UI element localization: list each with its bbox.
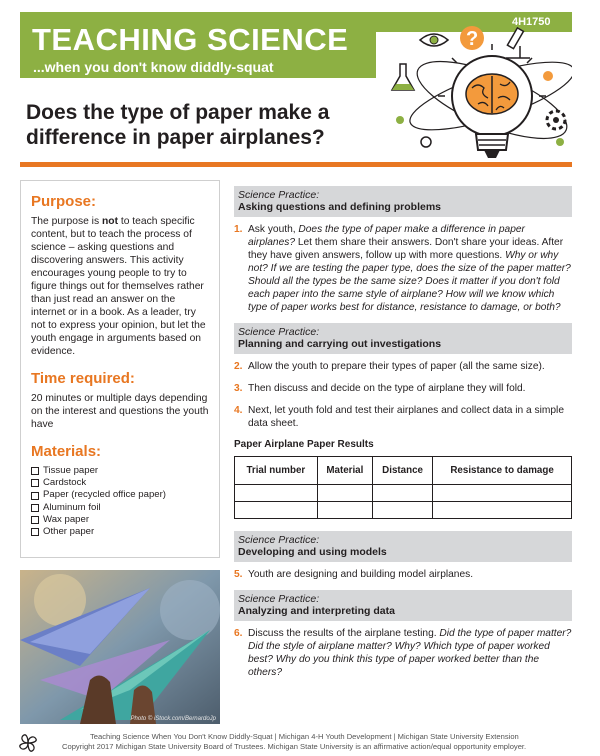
checkbox-icon — [31, 528, 39, 536]
table-cell — [317, 485, 372, 502]
step-text-question: Did the type of paper matter? Did the style of airplane matter? Why? Which type of paper worked best? Why do you think this type of paper worked better than the others? — [248, 628, 572, 678]
practice-label: Science Practice: — [238, 326, 320, 338]
eye-icon — [420, 34, 448, 46]
step-number: 1. — [234, 224, 243, 235]
step-text-part: Let them share their answers. Don't share your ideas. After they have given answers, follow up with more questions. — [248, 237, 564, 261]
list-item — [31, 489, 209, 501]
material-label: Wax paper — [43, 513, 90, 525]
step-text — [248, 223, 572, 314]
purpose-text-start: The purpose is — [31, 216, 102, 227]
table-cell — [373, 502, 433, 519]
table-row — [235, 502, 572, 519]
column-header: Distance — [373, 457, 433, 485]
gear-icon — [547, 111, 565, 129]
table-cell — [373, 485, 433, 502]
table-cell — [235, 485, 318, 502]
time-text: 20 minutes or multiple days depending on the interest and questions the youth have — [31, 393, 209, 430]
series-title: TEACHING SCIENCE — [32, 22, 349, 57]
practice-title: Analyzing and interpreting data — [238, 605, 395, 617]
practice-label: Science Practice: — [238, 534, 320, 546]
practice-bar — [234, 590, 572, 621]
footer-copyright: Copyright 2017 Michigan State University Board of Trustees. Michigan State University is an affirmative action/equal opportunity employer. — [62, 742, 527, 751]
step-number: 3. — [234, 383, 243, 394]
practice-title: Asking questions and defining problems — [238, 201, 442, 213]
microscope-icon — [506, 28, 530, 58]
step-number: 2. — [234, 361, 243, 372]
step-text: Youth are designing and building model airplanes. — [248, 569, 474, 580]
results-table-title: Paper Airplane Paper Results — [234, 439, 374, 450]
material-label: Cardstock — [43, 477, 87, 489]
step-text-part: Discuss the results of the airplane testing. — [248, 628, 440, 639]
purpose-heading: Purpose: — [31, 193, 97, 210]
step-item — [234, 627, 572, 679]
step-item — [234, 223, 572, 314]
photo-credit: Photo © iStock.com/BernardoJp — [130, 716, 216, 722]
table-cell — [317, 502, 372, 519]
list-item — [31, 502, 209, 514]
table-row — [235, 485, 572, 502]
practice-title: Developing and using models — [238, 546, 387, 558]
materials-list — [31, 465, 209, 538]
practice-title: Planning and carrying out investigations — [238, 338, 442, 350]
time-heading: Time required: — [31, 370, 135, 387]
column-header: Resistance to damage — [433, 457, 572, 485]
material-label: Tissue paper — [43, 465, 99, 476]
table-header-row — [235, 457, 572, 485]
practice-label: Science Practice: — [238, 593, 320, 605]
column-header: Material — [317, 457, 372, 485]
step-item — [234, 404, 572, 430]
table-cell — [235, 502, 318, 519]
purpose-text-end: to teach specific content, but to teach the process of science – asking questions and discovering answers. This activity encourages young people to try to figure things out for themselves rather than just read an answer on the internet or in a book. As a leader, try not to express your opinion, but let the youth engage in arguments based on evidence. — [31, 216, 206, 357]
step-text: Then discuss and decide on the type of airplane they will fold. — [248, 383, 526, 394]
series-subtitle: ...when you don't know diddly-squat — [33, 59, 274, 75]
brain-lightbulb-icon — [438, 44, 546, 158]
step-number: 4. — [234, 405, 243, 416]
publication-code: 4H1750 — [512, 16, 551, 28]
footer-credits: Teaching Science When You Don't Know Diddly-Squat | Michigan 4-H Youth Development | Michigan State University Extension — [90, 732, 519, 741]
checkbox-icon — [31, 516, 39, 524]
results-table — [234, 456, 572, 519]
purpose-text-emphasis: not — [101, 216, 118, 227]
purpose-text — [31, 215, 209, 358]
checkbox-icon — [31, 504, 39, 512]
step-text-question: Does the type of paper make a difference in paper airplanes? — [248, 224, 525, 248]
flask-icon — [392, 64, 414, 90]
material-label: Aluminum foil — [43, 501, 101, 513]
science-illustration — [380, 18, 572, 168]
question-mark-icon — [460, 26, 484, 50]
step-item — [234, 568, 572, 581]
title-divider — [20, 162, 572, 167]
materials-heading: Materials: — [31, 443, 102, 460]
table-cell — [433, 485, 572, 502]
material-label: Other paper — [43, 526, 95, 538]
step-text: Next, let youth fold and test their airplanes and collect data in a simple data sheet. — [248, 405, 564, 429]
checkbox-icon — [31, 467, 39, 475]
practice-label: Science Practice: — [238, 189, 320, 201]
activity-column — [234, 186, 572, 688]
checkbox-icon — [31, 479, 39, 487]
step-item — [234, 360, 572, 373]
step-text: Allow the youth to prepare their types of paper (all the same size). — [248, 361, 545, 372]
practice-bar — [234, 323, 572, 354]
column-header: Trial number — [235, 457, 318, 485]
info-sidebar — [20, 180, 220, 558]
material-label: Paper (recycled office paper) — [43, 489, 167, 501]
step-number: 5. — [234, 569, 243, 580]
step-item — [234, 382, 572, 395]
paper-airplanes-illustration — [20, 570, 220, 724]
list-item — [31, 526, 209, 538]
list-item — [31, 477, 209, 489]
list-item — [31, 514, 209, 526]
table-cell — [433, 502, 572, 519]
list-item — [31, 465, 209, 477]
step-text-question: Why or why not? If we are testing the paper type, does the size of the paper matter? Should all the types be the same size? Does it matter if you don't fold each paper into the same style of airplane? How will we know which type of paper works best for distance, resistance to damage, or both? — [248, 250, 571, 313]
page-title: Does the type of paper make a difference in paper airplanes? — [26, 101, 330, 149]
paper-airplanes-photo — [20, 570, 220, 724]
practice-bar — [234, 531, 572, 562]
svg-text:?: ? — [466, 28, 479, 50]
step-text-part: Ask youth, — [248, 224, 299, 235]
checkbox-icon — [31, 492, 39, 500]
step-text — [248, 627, 572, 679]
four-h-clover-icon — [16, 731, 40, 755]
practice-bar — [234, 186, 572, 217]
step-number: 6. — [234, 628, 243, 639]
